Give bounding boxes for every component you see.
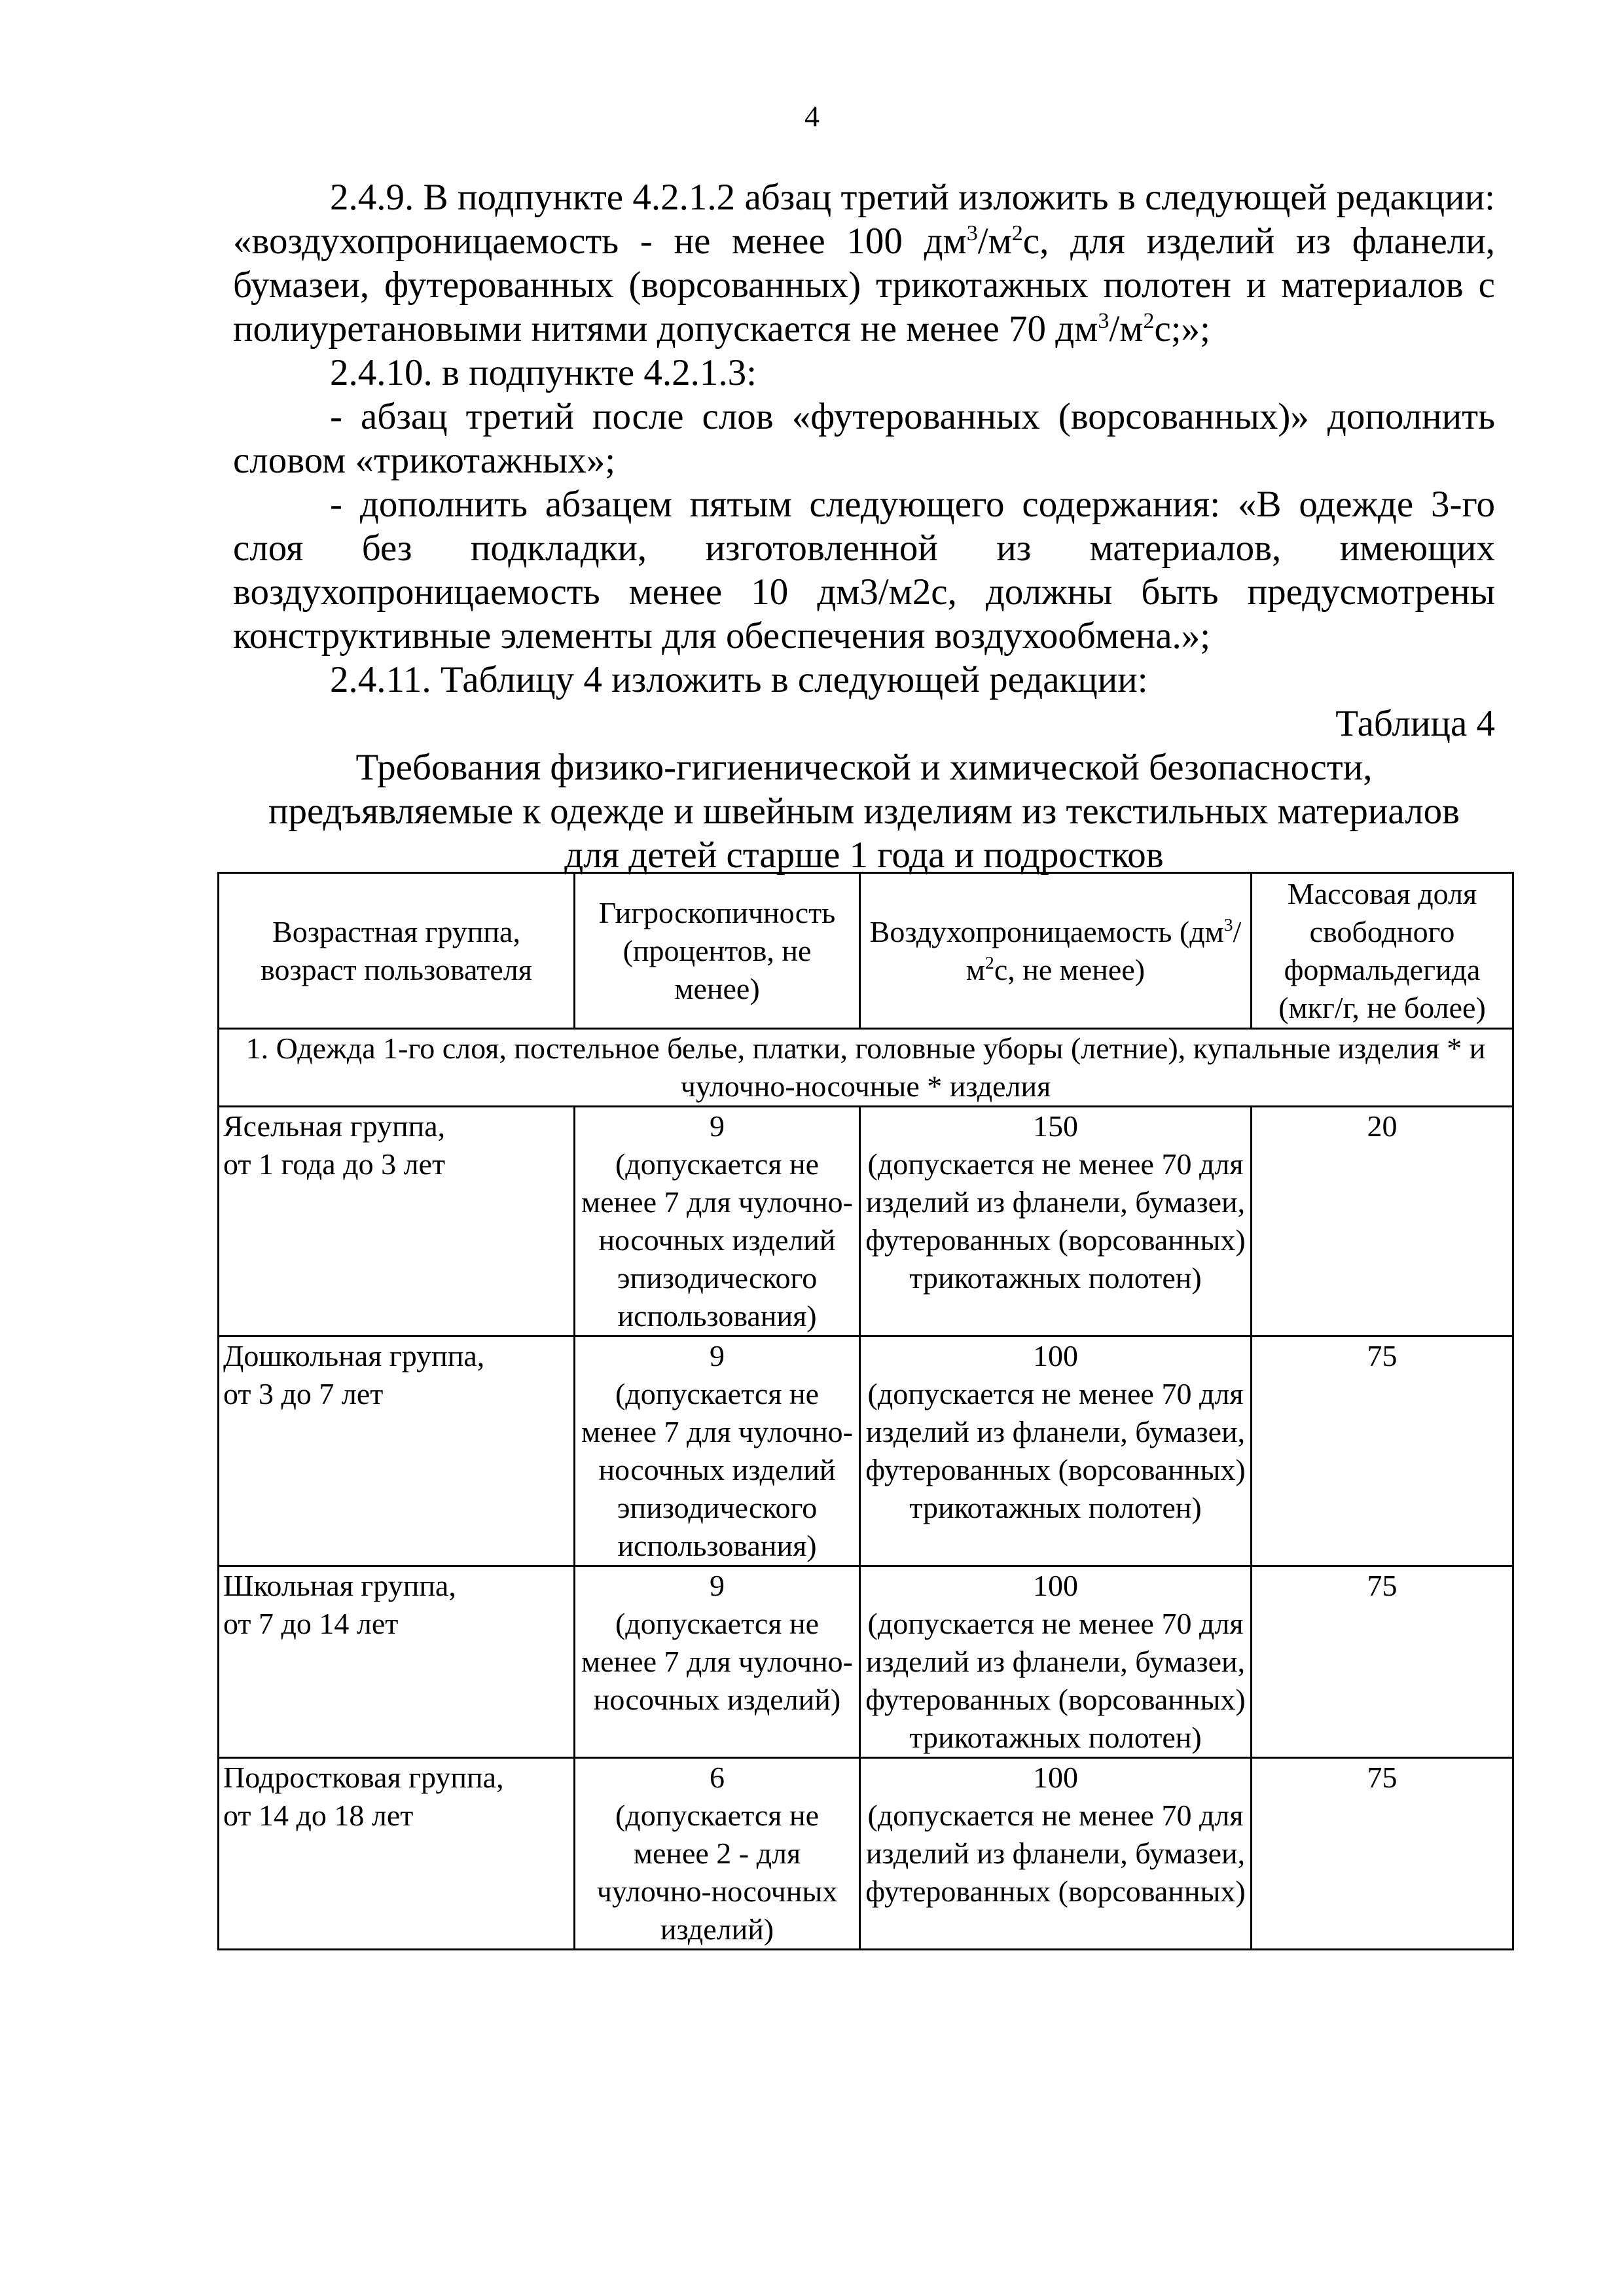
document-body xyxy=(233,175,1495,877)
superscript: 3 xyxy=(1098,309,1110,333)
cell-air-permeability-line: (допускается не менее 70 для изделий из фланели, бумазеи, футерованных (ворсованных) трикотажных полотен) xyxy=(865,1147,1246,1295)
cell-air-permeability-line: 150 xyxy=(1033,1109,1078,1143)
cell-age-group-line: Дошкольная группа, xyxy=(223,1339,485,1372)
table-caption-line: Требования физико-гигиенической и химической безопасности, xyxy=(355,747,1373,788)
header-formaldehyde: Массовая доля свободного формальдегида (мкг/г, не более) xyxy=(1252,873,1513,1029)
table-row xyxy=(219,1107,1513,1336)
superscript: 2 xyxy=(985,952,994,973)
cell-age-group-line: от 3 до 7 лет xyxy=(223,1377,384,1410)
table-caption xyxy=(233,745,1495,877)
cell-age-group-line: Ясельная группа, xyxy=(223,1109,446,1143)
header-air-permeability xyxy=(860,873,1252,1029)
cell-age-group xyxy=(219,1107,575,1336)
page-number: 4 xyxy=(804,99,820,133)
table-section-row xyxy=(219,1029,1513,1107)
cell-hygroscopicity-line: 9 xyxy=(710,1339,725,1372)
body-paragraph: 2.4.10. в подпункте 4.2.1.3: xyxy=(330,352,757,393)
header-air-text: /м xyxy=(965,914,1242,986)
section-heading: 1. Одежда 1-го слоя, постельное белье, платки, головные уборы (летние), купальные изделия * и чулочно-носочные * изделия xyxy=(219,1029,1513,1107)
cell-hygroscopicity-line: (допускается не менее 2 - для чулочно-носочных изделий) xyxy=(596,1799,838,1946)
cell-air-permeability-line: 100 xyxy=(1033,1761,1078,1794)
cell-hygroscopicity-line: (допускается не менее 7 для чулочно-носочных изделий) xyxy=(581,1607,853,1716)
table-row xyxy=(219,1336,1513,1566)
body-paragraph: 2.4.9. В подпункте 4.2.1.2 абзац третий изложить в следующей редакции: «воздухопроницаемость - не менее 100 $дм^3/м^2с$, для изделий из фланели, бумазеи, футерованных (ворсованных) трикотажных полотен и материалов с полиуретановыми нитями допускается не менее 70 $дм^3/м^2с$;»; xyxy=(233,177,1495,350)
superscript: 2 xyxy=(1143,309,1155,333)
table-caption-line: предъявляемые к одежде и швейным изделиям из текстильных материалов xyxy=(268,791,1460,832)
table-caption-line: для детей старше 1 года и подростков xyxy=(564,834,1164,876)
cell-air-permeability xyxy=(860,1566,1252,1758)
table-header-row xyxy=(219,873,1513,1029)
requirements-table xyxy=(217,872,1514,1950)
cell-air-permeability xyxy=(860,1107,1252,1336)
cell-formaldehyde-line: 75 xyxy=(1367,1339,1398,1372)
cell-age-group-line: Школьная группа, xyxy=(223,1569,456,1602)
cell-air-permeability-line: (допускается не менее 70 для изделий из фланели, бумазеи, футерованных (ворсованных) трикотажных полотен) xyxy=(865,1607,1246,1754)
cell-air-permeability-line: 100 xyxy=(1033,1339,1078,1372)
superscript: 2 xyxy=(1011,221,1023,245)
cell-air-permeability-line: 100 xyxy=(1033,1569,1078,1602)
cell-formaldehyde xyxy=(1252,1336,1513,1566)
table-body xyxy=(219,1029,1513,1950)
cell-age-group xyxy=(219,1758,575,1950)
superscript: 3 xyxy=(1223,914,1233,935)
cell-hygroscopicity-line: 9 xyxy=(710,1569,725,1602)
amendment-paragraphs xyxy=(233,175,1495,702)
cell-formaldehyde-line: 20 xyxy=(1367,1109,1398,1143)
table-label: Таблица 4 xyxy=(1335,703,1495,744)
cell-hygroscopicity-line: (допускается не менее 7 для чулочно-носочных изделий эпизодического использования) xyxy=(581,1377,853,1562)
cell-formaldehyde xyxy=(1252,1566,1513,1758)
cell-age-group xyxy=(219,1336,575,1566)
cell-hygroscopicity xyxy=(575,1336,860,1566)
cell-formaldehyde xyxy=(1252,1758,1513,1950)
cell-air-permeability-line: (допускается не менее 70 для изделий из фланели, бумазеи, футерованных (ворсованных) xyxy=(865,1799,1246,1908)
header-hygroscopicity: Гигроскопичность (процентов, не менее) xyxy=(575,873,860,1029)
cell-air-permeability xyxy=(860,1336,1252,1566)
cell-formaldehyde-line: 75 xyxy=(1367,1569,1398,1602)
cell-hygroscopicity xyxy=(575,1758,860,1950)
cell-hygroscopicity-line: 6 xyxy=(710,1761,725,1794)
cell-hygroscopicity xyxy=(575,1107,860,1336)
cell-age-group-line: от 1 года до 3 лет xyxy=(223,1147,446,1181)
cell-air-permeability xyxy=(860,1758,1252,1950)
cell-age-group-line: от 14 до 18 лет xyxy=(223,1799,414,1832)
cell-hygroscopicity-line: 9 xyxy=(710,1109,725,1143)
cell-age-group xyxy=(219,1566,575,1758)
cell-formaldehyde-line: 75 xyxy=(1367,1761,1398,1794)
header-age-group: Возрастная группа, возраст пользователя xyxy=(219,873,575,1029)
header-air-text: с, не менее) xyxy=(994,952,1146,986)
body-paragraph: 2.4.11. Таблицу 4 изложить в следующей редакции: xyxy=(330,659,1148,700)
table-row xyxy=(219,1566,1513,1758)
cell-hygroscopicity xyxy=(575,1566,860,1758)
table-row xyxy=(219,1758,1513,1950)
cell-age-group-line: Подростковая группа, xyxy=(223,1761,504,1794)
body-paragraph: - абзац третий после слов «футерованных (ворсованных)» дополнить словом «трикотажных»; xyxy=(233,396,1495,481)
cell-air-permeability-line: (допускается не менее 70 для изделий из фланели, бумазеи, футерованных (ворсованных) трикотажных полотен) xyxy=(865,1377,1246,1524)
cell-age-group-line: от 7 до 14 лет xyxy=(223,1607,399,1640)
body-paragraph: - дополнить абзацем пятым следующего содержания: «В одежде 3-го слоя без подкладки, изготовленной из материалов, имеющих воздухопроницаемость менее 10 дм3/м2с, должны быть предусмотрены конструктивные элементы для обеспечения воздухообмена.»; xyxy=(233,484,1495,656)
cell-hygroscopicity-line: (допускается не менее 7 для чулочно-носочных изделий эпизодического использования) xyxy=(581,1147,853,1333)
superscript: 3 xyxy=(966,221,978,245)
cell-formaldehyde xyxy=(1252,1107,1513,1336)
header-air-text: Воздухопроницаемость (дм xyxy=(869,914,1224,948)
